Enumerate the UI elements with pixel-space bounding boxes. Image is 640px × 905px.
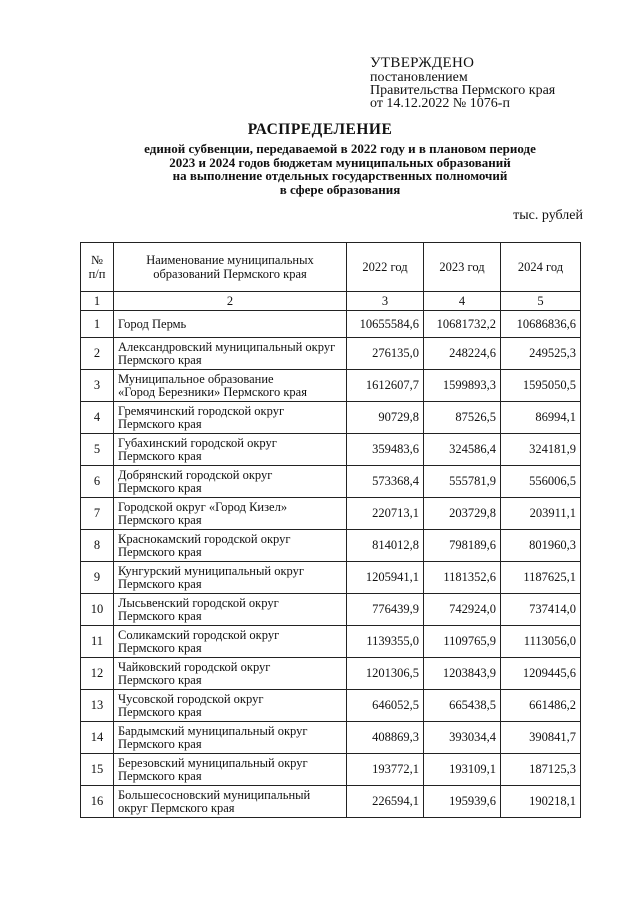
municipality-name-line: «Город Березники» Пермского края [118,384,307,399]
municipality-name [114,562,347,594]
value-2023: 324586,4 [424,434,501,466]
column-number: 5 [501,292,581,311]
table-row [81,402,581,434]
value-2022: 814012,8 [347,530,424,562]
document-subtitle [95,142,585,196]
row-number: 7 [81,498,114,530]
value-2022: 573368,4 [347,466,424,498]
municipality-name [114,311,347,338]
value-2023: 87526,5 [424,402,501,434]
document-title: РАСПРЕДЕЛЕНИЕ [247,121,393,138]
municipality-name [114,754,347,786]
value-2022: 10655584,6 [347,311,424,338]
municipality-name [114,530,347,562]
row-number: 9 [81,562,114,594]
row-number: 5 [81,434,114,466]
value-2024: 187125,3 [501,754,581,786]
municipality-name-line: Губахинский городской округ [118,436,277,450]
approval-line: от 14.12.2022 № 1076-п [370,96,510,111]
header-number: № п/п [81,243,114,292]
value-2024: 249525,3 [501,338,581,370]
row-number: 6 [81,466,114,498]
row-number: 11 [81,626,114,658]
value-2023: 798189,6 [424,530,501,562]
municipality-name [114,466,347,498]
value-2024: 86994,1 [501,402,581,434]
municipality-name-line: Березовский муниципальный округ [118,756,308,770]
municipality-name [114,626,347,658]
table-row [81,311,581,338]
row-number: 3 [81,370,114,402]
municipality-name [114,434,347,466]
subtitle-line: единой субвенции, передаваемой в 2022 году и в плановом периоде [144,141,536,156]
value-2024: 661486,2 [501,690,581,722]
row-number: 1 [81,311,114,338]
row-number: 14 [81,722,114,754]
municipality-name-line: Краснокамский городской округ [118,532,291,546]
municipality-name-line: Пермского края [118,448,202,463]
approval-stamp [370,56,555,110]
table-row [81,594,581,626]
table-row [81,434,581,466]
municipality-name [114,658,347,690]
municipality-name [114,722,347,754]
approval-line: Правительства Пермского края [370,83,556,98]
subtitle-line: в сфере образования [279,181,401,197]
row-number: 10 [81,594,114,626]
table-row [81,530,581,562]
municipality-name-line: Пермского края [118,608,202,623]
table-row [81,626,581,658]
column-number: 1 [81,292,114,311]
value-2023: 203729,8 [424,498,501,530]
row-number: 8 [81,530,114,562]
municipality-name-line: Бардымский муниципальный округ [118,724,308,738]
column-number: 2 [114,292,347,311]
value-2024: 737414,0 [501,594,581,626]
municipality-name-line: Лысьвенский городской округ [118,596,279,610]
municipality-name [114,402,347,434]
value-2023: 193109,1 [424,754,501,786]
row-number: 4 [81,402,114,434]
value-2023: 248224,6 [424,338,501,370]
municipality-name-line: Чусовской городской округ [118,692,264,706]
municipality-name-line: Чайковский городской округ [118,660,271,674]
municipality-name-line: Пермского края [118,672,202,687]
value-2024: 190218,1 [501,786,581,818]
municipality-name [114,690,347,722]
value-2022: 1139355,0 [347,626,424,658]
value-2024: 203911,1 [501,498,581,530]
municipality-name-line: Пермского края [118,416,202,431]
value-2024: 556006,5 [501,466,581,498]
municipality-name [114,338,347,370]
value-2022: 408869,3 [347,722,424,754]
table-row [81,562,581,594]
value-2024: 10686836,6 [501,311,581,338]
municipality-name [114,498,347,530]
value-2023: 1203843,9 [424,658,501,690]
units-label: тыс. рублей [513,208,583,223]
value-2022: 1612607,7 [347,370,424,402]
subtitle-line: на выполнение отдельных государственных полномочий [172,168,508,183]
table-row [81,786,581,818]
value-2023: 555781,9 [424,466,501,498]
value-2024: 1187625,1 [501,562,581,594]
municipality-name-line: Кунгурский муниципальный округ [118,564,304,578]
value-2024: 801960,3 [501,530,581,562]
row-number: 15 [81,754,114,786]
municipality-name-line: Пермского края [118,480,202,495]
table-row [81,338,581,370]
row-number: 2 [81,338,114,370]
value-2022: 776439,9 [347,594,424,626]
value-2023: 393034,4 [424,722,501,754]
table-row [81,658,581,690]
value-2022: 646052,5 [347,690,424,722]
value-2022: 220713,1 [347,498,424,530]
column-number: 3 [347,292,424,311]
value-2022: 1201306,5 [347,658,424,690]
table-row [81,690,581,722]
value-2023: 1599893,3 [424,370,501,402]
header-2022: 2022 год [347,243,424,292]
distribution-table [80,242,581,818]
header-2023: 2023 год [424,243,501,292]
municipality-name [114,786,347,818]
municipality-name-line: Пермского края [118,512,202,527]
value-2023: 195939,6 [424,786,501,818]
municipality-name-line: округ Пермского края [118,800,235,815]
header-name: Наименование муниципальных образований Пермского края [114,243,347,292]
municipality-name-line: Большесосновский муниципальный [118,788,311,802]
table-row [81,754,581,786]
table-row [81,722,581,754]
value-2023: 742924,0 [424,594,501,626]
value-2024: 1595050,5 [501,370,581,402]
value-2024: 1209445,6 [501,658,581,690]
header-2024: 2024 год [501,243,581,292]
municipality-name-line: Гремячинский городской округ [118,404,285,418]
value-2023: 10681732,2 [424,311,501,338]
municipality-name-line: Муниципальное образование [118,372,274,386]
municipality-name-line: Пермского края [118,640,202,655]
approval-line: постановлением [370,70,468,85]
value-2024: 324181,9 [501,434,581,466]
municipality-name-line: Соликамский городской округ [118,628,280,642]
municipality-name-line: Добрянский городской округ [118,468,273,482]
municipality-name-line: Пермского края [118,576,202,591]
approval-heading: УТВЕРЖДЕНО [370,55,475,71]
value-2023: 1181352,6 [424,562,501,594]
value-2022: 276135,0 [347,338,424,370]
value-2022: 90729,8 [347,402,424,434]
value-2022: 1205941,1 [347,562,424,594]
municipality-name [114,370,347,402]
value-2024: 390841,7 [501,722,581,754]
municipality-name-line: Пермского края [118,736,202,751]
municipality-name [114,594,347,626]
value-2023: 1109765,9 [424,626,501,658]
municipality-name-line: Пермского края [118,704,202,719]
row-number: 13 [81,690,114,722]
value-2022: 226594,1 [347,786,424,818]
column-number-row [81,292,581,311]
row-number: 16 [81,786,114,818]
municipality-name-line: Пермского края [118,352,202,367]
subtitle-line: 2023 и 2024 годов бюджетам муниципальных образований [169,154,511,170]
municipality-name-line: Город Пермь [118,316,187,331]
table-row [81,466,581,498]
municipality-name-line: Городской округ «Город Кизел» [118,500,288,514]
value-2023: 665438,5 [424,690,501,722]
municipality-name-line: Александровский муниципальный округ [118,340,336,354]
value-2022: 359483,6 [347,434,424,466]
table-header-row [81,243,581,292]
table-row [81,498,581,530]
municipality-name-line: Пермского края [118,544,202,559]
row-number: 12 [81,658,114,690]
column-number: 4 [424,292,501,311]
value-2022: 193772,1 [347,754,424,786]
table-row [81,370,581,402]
municipality-name-line: Пермского края [118,768,202,783]
value-2024: 1113056,0 [501,626,581,658]
